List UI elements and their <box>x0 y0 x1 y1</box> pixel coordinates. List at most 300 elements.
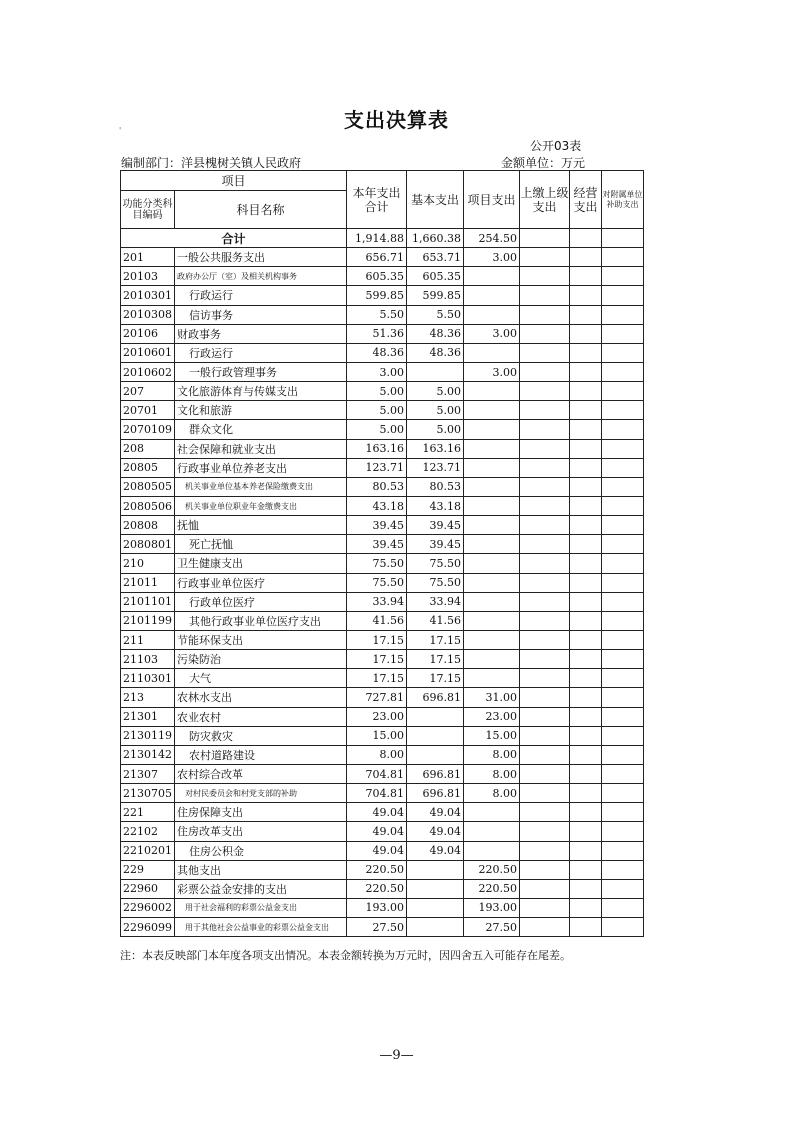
table-row <box>121 650 644 669</box>
row-subsidy <box>602 650 644 669</box>
row-total: 51.36 <box>347 324 407 343</box>
row-subsidy <box>602 573 644 592</box>
row-code: 2010602 <box>121 362 175 381</box>
row-total: 39.45 <box>347 516 407 535</box>
table-row <box>121 726 644 745</box>
row-total: 41.56 <box>347 611 407 630</box>
row-remit <box>520 458 570 477</box>
row-business <box>570 496 602 515</box>
total-sum: 1,914.88 <box>347 229 407 248</box>
row-subsidy <box>602 343 644 362</box>
row-total: 39.45 <box>347 535 407 554</box>
row-total: 49.04 <box>347 841 407 860</box>
row-name: 农村综合改革 <box>175 764 347 783</box>
row-name: 机关事业单位职业年金缴费支出 <box>175 496 347 515</box>
row-business <box>570 362 602 381</box>
row-remit <box>520 420 570 439</box>
row-name: 用于其他社会公益事业的彩票公益金支出 <box>175 918 347 937</box>
row-project <box>464 382 520 401</box>
table-row <box>121 764 644 783</box>
row-remit <box>520 688 570 707</box>
row-business <box>570 822 602 841</box>
row-total: 17.15 <box>347 630 407 649</box>
table-row <box>121 401 644 420</box>
row-total: 656.71 <box>347 248 407 267</box>
row-basic: 17.15 <box>407 669 464 688</box>
header-total: 本年支出合计 <box>347 171 407 229</box>
row-remit <box>520 248 570 267</box>
row-basic: 48.36 <box>407 324 464 343</box>
row-subsidy <box>602 458 644 477</box>
row-name: 文化和旅游 <box>175 401 347 420</box>
row-basic: 5.00 <box>407 382 464 401</box>
row-basic <box>407 745 464 764</box>
row-code: 2010308 <box>121 305 175 324</box>
row-basic: 163.16 <box>407 439 464 458</box>
row-code: 22102 <box>121 822 175 841</box>
row-subsidy <box>602 707 644 726</box>
scan-mark: ' <box>119 126 122 135</box>
table-row <box>121 707 644 726</box>
row-code: 2296002 <box>121 898 175 917</box>
row-total: 727.81 <box>347 688 407 707</box>
row-basic: 39.45 <box>407 535 464 554</box>
row-business <box>570 248 602 267</box>
row-business <box>570 726 602 745</box>
row-project: 8.00 <box>464 745 520 764</box>
row-subsidy <box>602 688 644 707</box>
table-row <box>121 745 644 764</box>
row-code: 207 <box>121 382 175 401</box>
row-business <box>570 630 602 649</box>
table-note: 注：本表反映部门本年度各项支出情况。本表金额转换为万元时，因四舍五入可能存在尾差。 <box>120 949 571 962</box>
row-name: 卫生健康支出 <box>175 554 347 573</box>
row-subsidy <box>602 305 644 324</box>
row-subsidy <box>602 286 644 305</box>
row-total: 27.50 <box>347 918 407 937</box>
row-basic: 696.81 <box>407 688 464 707</box>
row-project: 31.00 <box>464 688 520 707</box>
header-basic: 基本支出 <box>407 171 464 229</box>
row-code: 2080505 <box>121 477 175 496</box>
row-subsidy <box>602 592 644 611</box>
row-code: 213 <box>121 688 175 707</box>
total-remit <box>520 229 570 248</box>
header-project: 项目 <box>121 171 347 191</box>
row-subsidy <box>602 822 644 841</box>
row-basic: 48.36 <box>407 343 464 362</box>
table-row <box>121 898 644 917</box>
row-basic: 43.18 <box>407 496 464 515</box>
row-name: 污染防治 <box>175 650 347 669</box>
row-name: 信访事务 <box>175 305 347 324</box>
header-name: 科目名称 <box>175 191 347 229</box>
row-name: 其他行政事业单位医疗支出 <box>175 611 347 630</box>
row-business <box>570 516 602 535</box>
row-code: 201 <box>121 248 175 267</box>
row-name: 行政事业单位医疗 <box>175 573 347 592</box>
row-basic: 80.53 <box>407 477 464 496</box>
row-name: 农村道路建设 <box>175 745 347 764</box>
row-project <box>464 267 520 286</box>
row-code: 21011 <box>121 573 175 592</box>
row-total: 8.00 <box>347 745 407 764</box>
row-total: 163.16 <box>347 439 407 458</box>
table-row <box>121 879 644 898</box>
row-business <box>570 477 602 496</box>
header-business: 经营支出 <box>570 171 602 229</box>
row-code: 20106 <box>121 324 175 343</box>
row-remit <box>520 343 570 362</box>
row-total: 193.00 <box>347 898 407 917</box>
row-remit <box>520 477 570 496</box>
row-project <box>464 401 520 420</box>
row-subsidy <box>602 803 644 822</box>
row-remit <box>520 592 570 611</box>
row-name: 住房保障支出 <box>175 803 347 822</box>
row-project <box>464 841 520 860</box>
row-name: 农业农村 <box>175 707 347 726</box>
row-basic: 5.00 <box>407 420 464 439</box>
row-subsidy <box>602 401 644 420</box>
row-subsidy <box>602 764 644 783</box>
row-subsidy <box>602 784 644 803</box>
row-basic: 605.35 <box>407 267 464 286</box>
row-name: 农林水支出 <box>175 688 347 707</box>
row-total: 5.00 <box>347 401 407 420</box>
row-subsidy <box>602 898 644 917</box>
row-basic: 49.04 <box>407 841 464 860</box>
table-row <box>121 516 644 535</box>
row-business <box>570 803 602 822</box>
department-label: 编制部门：洋县槐树关镇人民政府 <box>121 156 302 170</box>
table-row <box>121 611 644 630</box>
row-business <box>570 382 602 401</box>
row-name: 机关事业单位基本养老保险缴费支出 <box>175 477 347 496</box>
row-subsidy <box>602 439 644 458</box>
header-code: 功能分类科目编码 <box>121 191 175 229</box>
row-remit <box>520 573 570 592</box>
row-total: 48.36 <box>347 343 407 362</box>
row-code: 2010301 <box>121 286 175 305</box>
row-name: 行政运行 <box>175 343 347 362</box>
row-business <box>570 324 602 343</box>
row-code: 20103 <box>121 267 175 286</box>
row-business <box>570 573 602 592</box>
row-business <box>570 267 602 286</box>
row-code: 2101101 <box>121 592 175 611</box>
row-business <box>570 458 602 477</box>
table-row <box>121 669 644 688</box>
row-business <box>570 343 602 362</box>
row-total: 49.04 <box>347 803 407 822</box>
row-remit <box>520 535 570 554</box>
row-project <box>464 305 520 324</box>
row-basic <box>407 879 464 898</box>
table-row <box>121 362 644 381</box>
row-business <box>570 918 602 937</box>
row-business <box>570 401 602 420</box>
row-project <box>464 458 520 477</box>
row-total: 599.85 <box>347 286 407 305</box>
row-remit <box>520 611 570 630</box>
table-row <box>121 918 644 937</box>
table-row <box>121 324 644 343</box>
row-remit <box>520 516 570 535</box>
row-project <box>464 822 520 841</box>
row-code: 2010601 <box>121 343 175 362</box>
row-project: 15.00 <box>464 726 520 745</box>
row-code: 21301 <box>121 707 175 726</box>
row-code: 2110301 <box>121 669 175 688</box>
row-name: 一般行政管理事务 <box>175 362 347 381</box>
row-name: 死亡抚恤 <box>175 535 347 554</box>
row-total: 75.50 <box>347 573 407 592</box>
row-subsidy <box>602 841 644 860</box>
row-name: 对村民委员会和村党支部的补助 <box>175 784 347 803</box>
row-business <box>570 669 602 688</box>
row-code: 20805 <box>121 458 175 477</box>
row-basic: 39.45 <box>407 516 464 535</box>
row-remit <box>520 669 570 688</box>
row-business <box>570 439 602 458</box>
row-total: 220.50 <box>347 860 407 879</box>
table-row <box>121 592 644 611</box>
row-name: 彩票公益金安排的支出 <box>175 879 347 898</box>
row-total: 704.81 <box>347 764 407 783</box>
row-remit <box>520 707 570 726</box>
table-row <box>121 496 644 515</box>
row-project <box>464 420 520 439</box>
row-project <box>464 669 520 688</box>
row-total: 605.35 <box>347 267 407 286</box>
row-remit <box>520 362 570 381</box>
row-total: 80.53 <box>347 477 407 496</box>
row-project <box>464 592 520 611</box>
unit-label: 金额单位：万元 <box>501 156 586 170</box>
row-remit <box>520 496 570 515</box>
row-code: 2130119 <box>121 726 175 745</box>
row-remit <box>520 879 570 898</box>
table-row <box>121 305 644 324</box>
row-basic: 17.15 <box>407 650 464 669</box>
row-name: 行政事业单位养老支出 <box>175 458 347 477</box>
total-business <box>570 229 602 248</box>
row-remit <box>520 745 570 764</box>
row-project: 3.00 <box>464 248 520 267</box>
table-row <box>121 343 644 362</box>
row-code: 2070109 <box>121 420 175 439</box>
row-remit <box>520 918 570 937</box>
row-subsidy <box>602 918 644 937</box>
row-project: 3.00 <box>464 324 520 343</box>
page-number: —9— <box>379 1048 414 1063</box>
table-row <box>121 784 644 803</box>
page-title: 支出决算表 <box>344 108 449 132</box>
row-name: 用于社会福利的彩票公益金支出 <box>175 898 347 917</box>
total-project: 254.50 <box>464 229 520 248</box>
row-remit <box>520 267 570 286</box>
row-subsidy <box>602 745 644 764</box>
row-total: 17.15 <box>347 650 407 669</box>
row-subsidy <box>602 726 644 745</box>
row-business <box>570 688 602 707</box>
row-basic: 653.71 <box>407 248 464 267</box>
row-business <box>570 535 602 554</box>
row-name: 节能环保支出 <box>175 630 347 649</box>
form-code: 公开03表 <box>530 139 582 153</box>
row-business <box>570 898 602 917</box>
row-project <box>464 554 520 573</box>
row-project <box>464 496 520 515</box>
row-basic <box>407 707 464 726</box>
row-code: 21307 <box>121 764 175 783</box>
table-row <box>121 554 644 573</box>
total-basic: 1,660.38 <box>407 229 464 248</box>
row-total: 123.71 <box>347 458 407 477</box>
expenditure-table <box>120 170 644 937</box>
row-basic: 123.71 <box>407 458 464 477</box>
row-subsidy <box>602 324 644 343</box>
row-remit <box>520 860 570 879</box>
row-project: 27.50 <box>464 918 520 937</box>
row-name: 一般公共服务支出 <box>175 248 347 267</box>
row-basic: 75.50 <box>407 554 464 573</box>
row-code: 20701 <box>121 401 175 420</box>
row-basic <box>407 898 464 917</box>
row-remit <box>520 439 570 458</box>
header-subsidy: 对附属单位补助支出 <box>602 171 644 229</box>
row-total: 43.18 <box>347 496 407 515</box>
row-total: 33.94 <box>347 592 407 611</box>
row-subsidy <box>602 496 644 515</box>
row-project <box>464 439 520 458</box>
row-code: 2130142 <box>121 745 175 764</box>
row-name: 大气 <box>175 669 347 688</box>
row-basic <box>407 860 464 879</box>
row-total: 23.00 <box>347 707 407 726</box>
row-basic <box>407 726 464 745</box>
row-code: 21103 <box>121 650 175 669</box>
row-total: 75.50 <box>347 554 407 573</box>
table-row <box>121 860 644 879</box>
row-basic: 599.85 <box>407 286 464 305</box>
row-project <box>464 803 520 822</box>
row-total: 220.50 <box>347 879 407 898</box>
row-remit <box>520 650 570 669</box>
row-subsidy <box>602 248 644 267</box>
row-project <box>464 650 520 669</box>
row-total: 5.00 <box>347 420 407 439</box>
row-project: 8.00 <box>464 784 520 803</box>
row-business <box>570 286 602 305</box>
row-remit <box>520 554 570 573</box>
table-row <box>121 573 644 592</box>
row-total: 5.00 <box>347 382 407 401</box>
row-business <box>570 305 602 324</box>
row-business <box>570 420 602 439</box>
table-row <box>121 439 644 458</box>
total-subsidy <box>602 229 644 248</box>
row-remit <box>520 841 570 860</box>
table-row <box>121 841 644 860</box>
row-code: 221 <box>121 803 175 822</box>
row-code: 229 <box>121 860 175 879</box>
row-project <box>464 535 520 554</box>
row-project <box>464 573 520 592</box>
row-remit <box>520 803 570 822</box>
row-business <box>570 860 602 879</box>
row-remit <box>520 784 570 803</box>
row-remit <box>520 305 570 324</box>
row-subsidy <box>602 382 644 401</box>
row-code: 211 <box>121 630 175 649</box>
row-basic <box>407 918 464 937</box>
row-total: 17.15 <box>347 669 407 688</box>
row-business <box>570 650 602 669</box>
table-row <box>121 248 644 267</box>
row-name: 住房公积金 <box>175 841 347 860</box>
row-remit <box>520 382 570 401</box>
row-remit <box>520 822 570 841</box>
row-subsidy <box>602 630 644 649</box>
row-basic: 49.04 <box>407 822 464 841</box>
row-code: 20808 <box>121 516 175 535</box>
row-code: 210 <box>121 554 175 573</box>
row-subsidy <box>602 669 644 688</box>
row-code: 208 <box>121 439 175 458</box>
row-name: 行政运行 <box>175 286 347 305</box>
row-business <box>570 554 602 573</box>
table-row <box>121 420 644 439</box>
row-remit <box>520 898 570 917</box>
table-row <box>121 822 644 841</box>
row-business <box>570 879 602 898</box>
row-subsidy <box>602 362 644 381</box>
row-name: 抚恤 <box>175 516 347 535</box>
row-business <box>570 764 602 783</box>
row-basic: 696.81 <box>407 764 464 783</box>
row-code: 2296099 <box>121 918 175 937</box>
row-code: 2210201 <box>121 841 175 860</box>
row-project <box>464 611 520 630</box>
table-row <box>121 477 644 496</box>
row-total: 5.50 <box>347 305 407 324</box>
table-row <box>121 382 644 401</box>
row-business <box>570 784 602 803</box>
row-basic: 696.81 <box>407 784 464 803</box>
row-project <box>464 477 520 496</box>
row-basic: 49.04 <box>407 803 464 822</box>
row-basic: 5.50 <box>407 305 464 324</box>
row-subsidy <box>602 267 644 286</box>
row-remit <box>520 401 570 420</box>
row-business <box>570 611 602 630</box>
row-code: 2080801 <box>121 535 175 554</box>
row-remit <box>520 764 570 783</box>
row-name: 文化旅游体育与传媒支出 <box>175 382 347 401</box>
row-remit <box>520 286 570 305</box>
row-subsidy <box>602 516 644 535</box>
row-basic: 75.50 <box>407 573 464 592</box>
row-total: 704.81 <box>347 784 407 803</box>
row-name: 防灾救灾 <box>175 726 347 745</box>
row-remit <box>520 630 570 649</box>
row-project: 23.00 <box>464 707 520 726</box>
row-name: 行政单位医疗 <box>175 592 347 611</box>
total-row <box>121 229 644 248</box>
row-project <box>464 286 520 305</box>
